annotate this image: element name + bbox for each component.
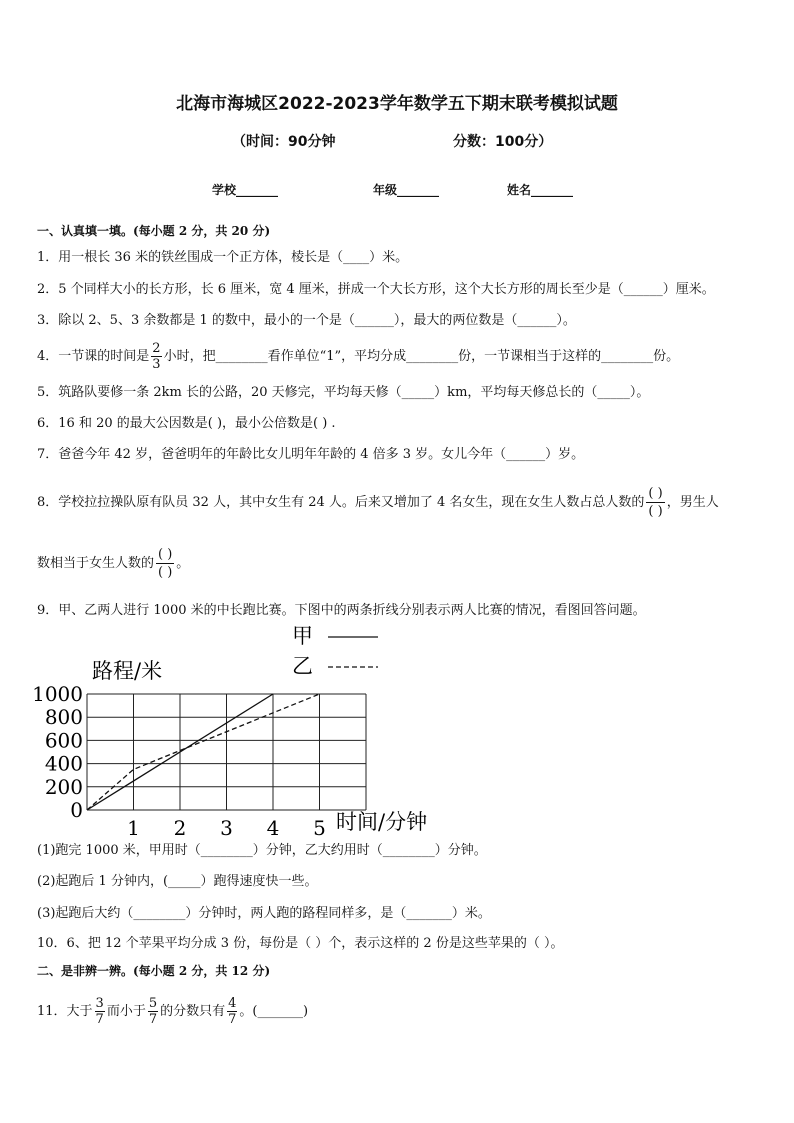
legend-label-1: 甲 [292,624,313,648]
q11-f2-den: 7 [148,1012,158,1027]
q8-blank-den-2: ( ) [158,565,173,580]
q8-blank-num-2: ( ) [158,547,173,562]
question-1: 1．用一根长 36 米的铁丝围成一个正方体，棱长是（____）米。 [37,250,409,265]
q4-text-pre: 4．一节课的时间是 [37,349,150,364]
q8-blank-fraction-2 [156,546,174,581]
legend-label-2: 乙 [292,654,313,678]
question-8-line-2 [37,543,189,585]
question-2: 2．5 个同样大小的长方形，长 6 厘米，宽 4 厘米，拼成一个大长方形，这个大长方形的周长至少是（______）厘米。 [37,282,715,297]
x-tick-label: 5 [313,816,326,840]
question-9: 9．甲、乙两人进行 1000 米的中长跑比赛。下图中的两条折线分别表示两人比赛的情况，看图回答问题。 [37,603,646,618]
q11-fraction-1 [95,996,105,1027]
q4-fraction-num: 2 [152,341,161,356]
q11-text-pre: 11．大于 [37,1004,93,1019]
q11-text-post: 。(_______) [239,1004,309,1019]
question-9-sub-3: (3)起跑后大约（________）分钟时，两人跑的路程同样多，是（_______）米。 [37,906,491,921]
q8-text-line2: 数相当于女生人数的 [37,556,155,571]
x-tick-label: 1 [127,816,140,840]
q4-fraction [151,341,161,372]
name-field: 姓名_______ [507,183,574,197]
question-8 [37,482,719,524]
school-field: 学校_______ [212,183,279,197]
exam-title: 北海市海城区2022-2023学年数学五下期末联考模拟试题 [176,94,618,114]
q8-blank-num-1: ( ) [648,486,663,501]
x-axis-label: 时间/分钟 [336,810,428,834]
question-6: 6．16 和 20 的最大公因数是( )，最小公倍数是( ) . [37,416,336,431]
q4-text-post: 小时，把________看作单位“1”，平均分成________份，一节课相当于这样的________份。 [163,349,680,364]
q11-f3-den: 7 [228,1012,237,1027]
grade-field: 年级_______ [373,183,440,197]
q11-f1-num: 3 [95,996,104,1011]
x-tick-label: 4 [266,816,280,840]
q11-fraction-2 [148,996,158,1027]
y-tick-label: 600 [44,728,83,753]
q11-text-mid1: 而小于 [106,1004,146,1019]
section-2-heading: 二、是非辨一辨。(每小题 2 分，共 12 分) [37,964,271,978]
y-axis-label: 路程/米 [92,659,163,683]
q8-text-pre: 8．学校拉拉操队原有队员 32 人，其中女生有 24 人。后来又增加了 4 名女生，现在女生人数占总人数的 [37,495,645,510]
question-7: 7．爸爸今年 42 岁，爸爸明年的年龄比女儿明年年龄的 4 倍多 3 岁。女儿今年（______）岁。 [37,447,585,462]
q8-blank-den-1: ( ) [648,504,663,519]
q11-fraction-3 [227,996,237,1027]
question-3: 3．除以 2、5、3 余数都是 1 的数中，最小的一个是（______），最大的两位数是（______）。 [37,313,576,328]
exam-score: 分数：100分） [453,134,553,150]
y-tick-label: 800 [44,705,83,730]
question-4 [37,339,679,375]
question-10: 10．6、把 12 个苹果平均分成 3 份，每份是（ ）个，表示这样的 2 份是这些苹果的（ ）。 [37,936,564,951]
x-tick-label: 2 [173,816,187,840]
question-9-sub-2: (2)起跑后 1 分钟内，(_____）跑得速度快一些。 [37,874,318,889]
q11-f2-num: 5 [148,996,158,1011]
q4-fraction-den: 3 [152,357,161,372]
y-tick-label: 0 [70,798,83,822]
x-tick-label: 3 [220,816,233,840]
q8-blank-fraction-1 [646,485,664,520]
exam-time: （时间：90分钟 [232,134,336,150]
question-9-sub-1: (1)跑完 1000 米，甲用时（________）分钟，乙大约用时（________）分钟。 [37,843,487,858]
series-line-2 [87,694,320,810]
section-1-heading: 一、认真填一填。(每小题 2 分，共 20 分) [37,224,271,238]
race-line-chart [30,620,450,840]
question-5: 5．筑路队要修一条 2km 长的公路，20 天修完，平均每天修（_____）km，平均每天修总长的（_____）。 [37,385,650,400]
y-tick-label: 400 [44,751,83,776]
q8-text-line2-post: 。 [176,556,190,571]
q11-f3-num: 4 [228,996,237,1011]
q11-f1-den: 7 [95,1012,104,1027]
question-11 [37,994,308,1030]
y-tick-label: 200 [44,774,83,799]
q8-text-mid: ，男生人 [666,495,719,510]
q11-text-mid2: 的分数只有 [160,1004,226,1019]
y-tick-label: 1000 [32,682,83,706]
